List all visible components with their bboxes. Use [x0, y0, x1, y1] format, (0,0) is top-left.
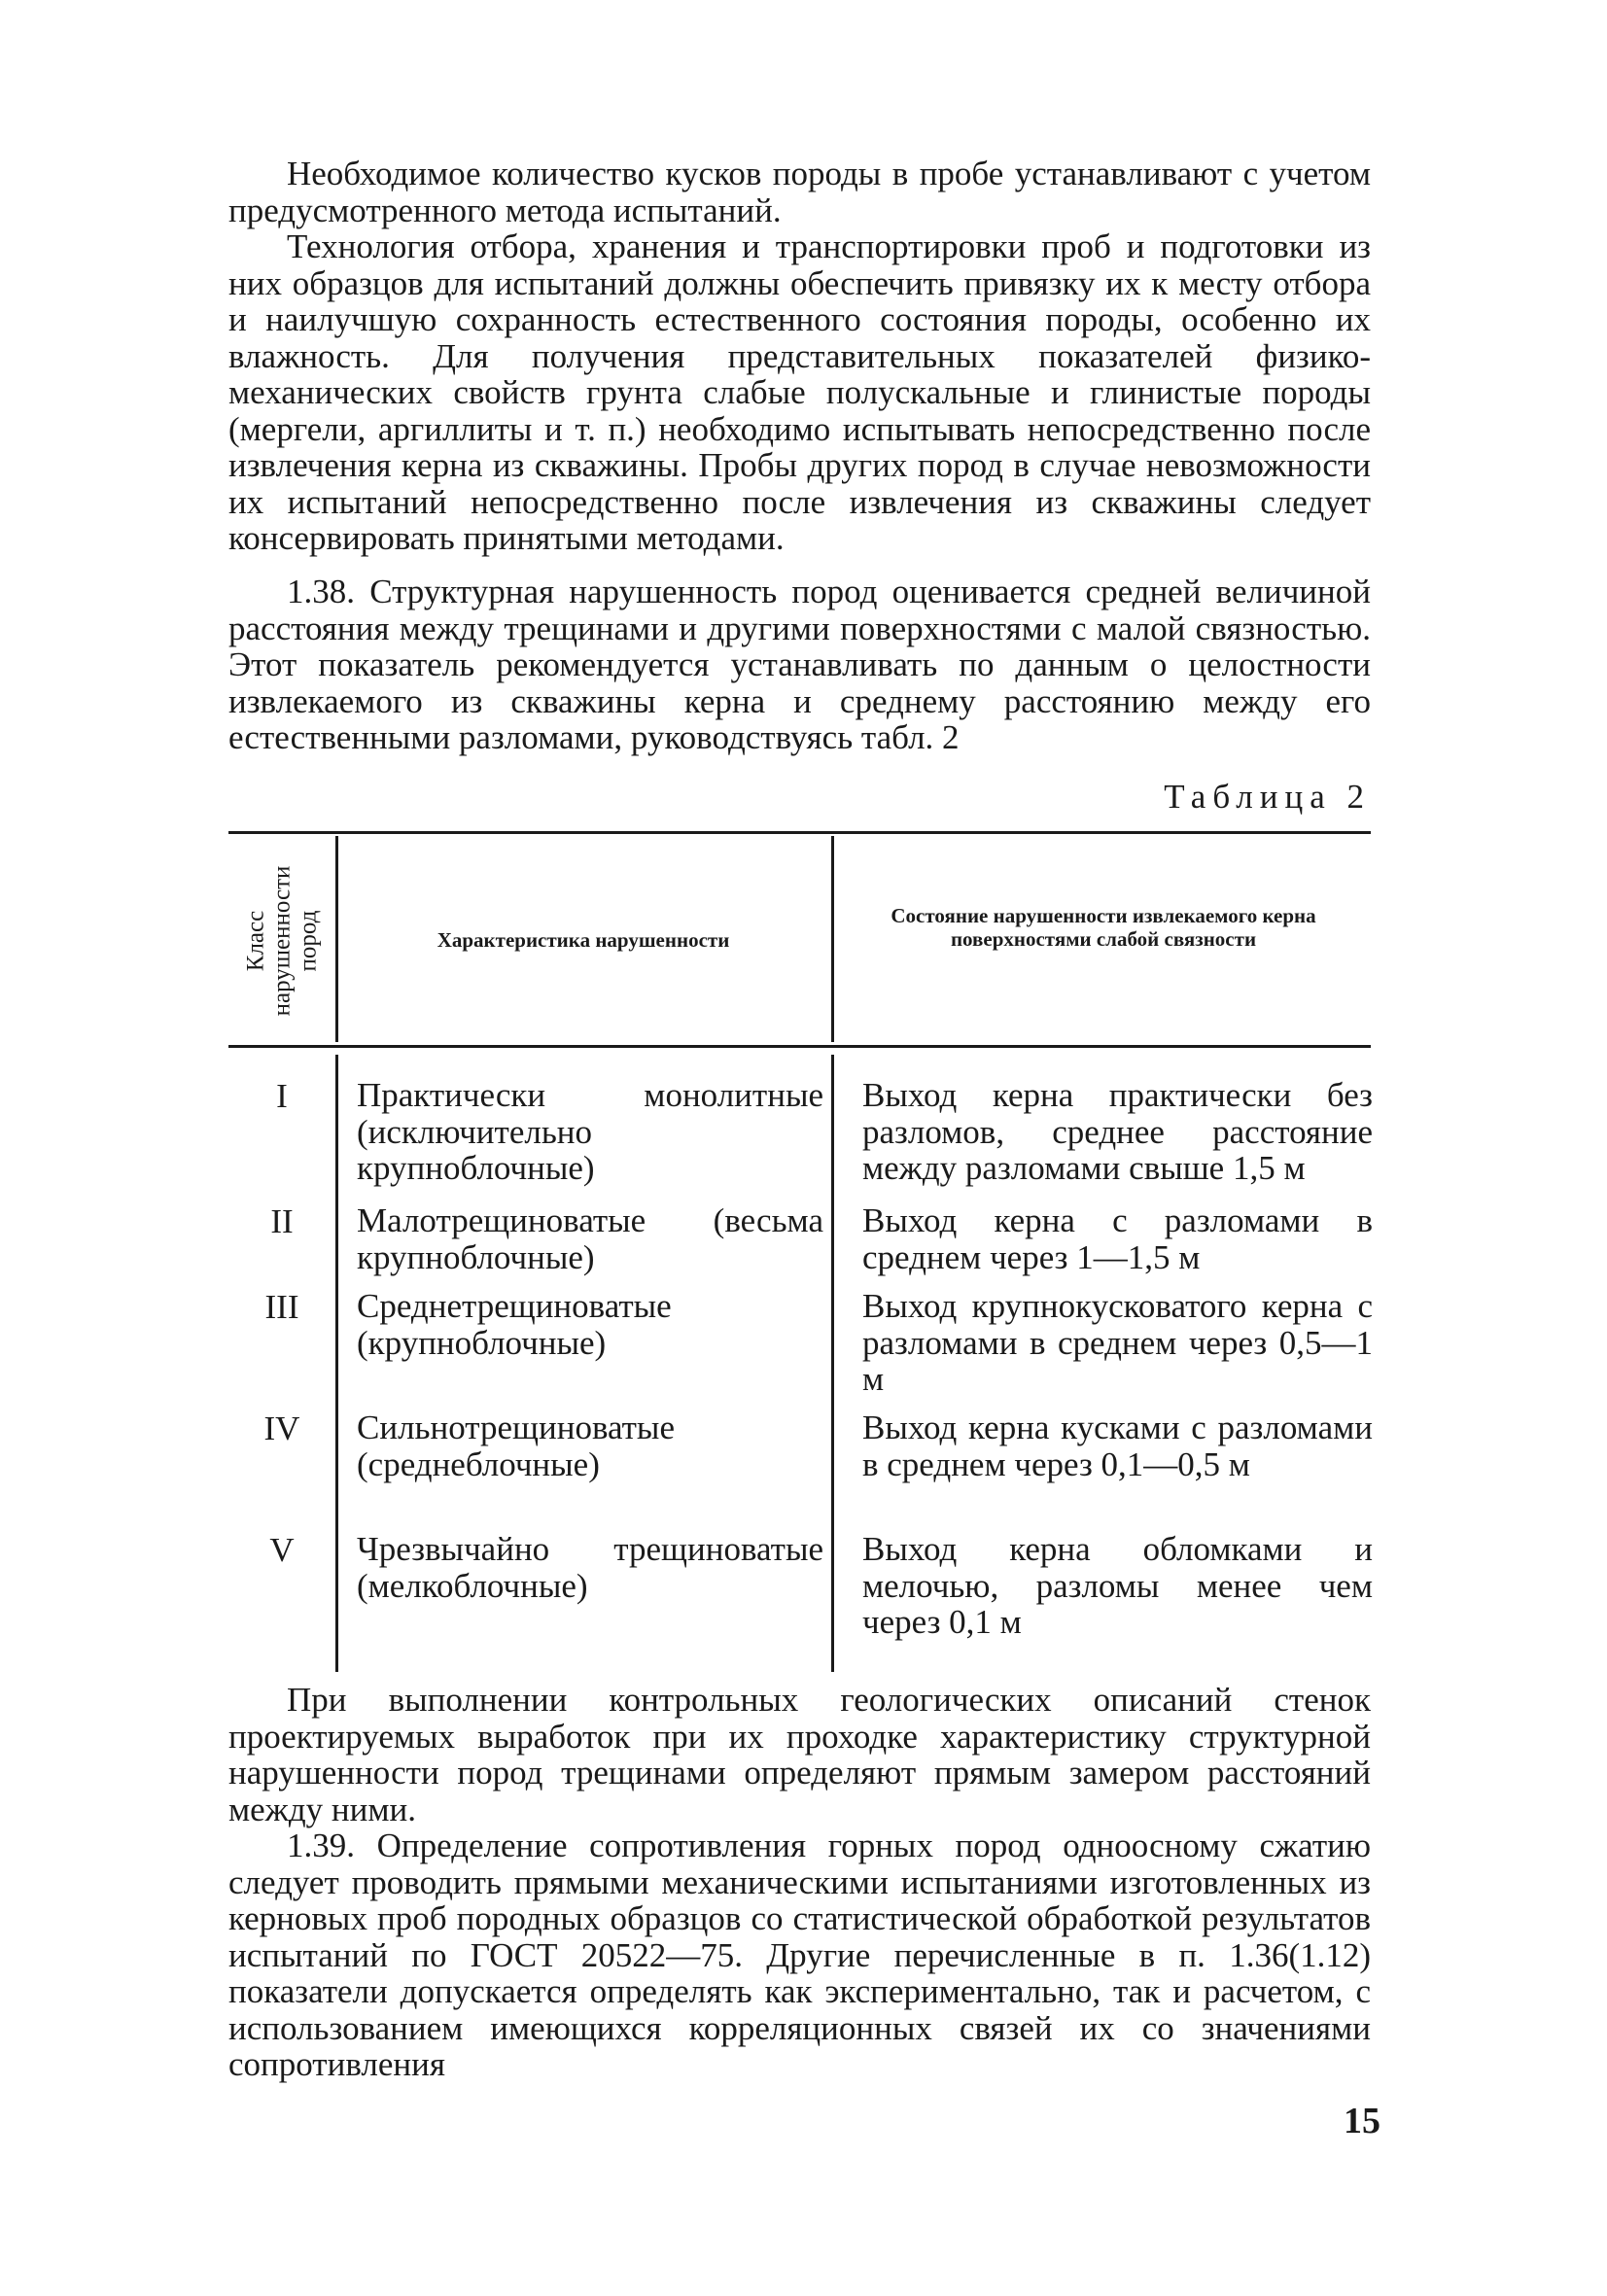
- core-state-cell: Выход керна обломками и мелочью, разломы менее чем через 0,1 м: [862, 1530, 1373, 1641]
- class-number: I: [276, 1077, 288, 1115]
- header-core-state: Состояние нарушенности извлекаемого керна поверхностями слабой связности: [891, 904, 1316, 951]
- header-characteristic: Характеристика нарушенности: [437, 928, 730, 952]
- header-class: Класс нарушенности пород: [242, 865, 322, 1017]
- header-divider-1: [335, 836, 338, 1042]
- characteristic-cell: Среднетрещиноватые (крупноблочные): [357, 1287, 672, 1362]
- characteristic-cell: Сильнотрещиноватые (среднеблочные): [357, 1409, 675, 1483]
- table-top-rule: [228, 831, 1371, 834]
- class-number: IV: [263, 1409, 300, 1447]
- paragraph-1-39: 1.39. Определение сопротивления горных пород одноосному сжатию следует проводить прямыми механическими испытаниями изготовленных из керновых проб породных образцов со статистической обработкой результатов испытаний по ГОСТ 20522—75. Другие перечисленные в п. 1.36(1.12) показатели допускается определять как экспериментально, так и расчетом, с использованием имеющихся корреляционных связей их со значениями сопротивления: [228, 1826, 1371, 2083]
- header-divider-2: [831, 836, 834, 1042]
- paragraph-sampling-technology: Технология отбора, хранения и транспортировки проб и подготовки из них образцов для испытаний должны обеспечить привязку их к месту отбора и наилучшую сохранность естественного состояния породы, особенно их влажность. Для получения представительных показателей физико-механических свойств грунта слабые полускальные и глинистые породы (мергели, аргиллиты и т. п.) необходимо испытывать непосредственно после извлечения керна из скважины. Пробы других пород в случае невозможности их испытаний непосредственно после извлечения из скважины следует консервировать принятыми методами.: [228, 227, 1371, 557]
- class-number: II: [270, 1202, 294, 1240]
- paragraph-sample-count: Необходимое количество кусков породы в пробе устанавливают с учетом предусмотренного метода испытаний.: [228, 155, 1371, 229]
- core-state-cell: Выход керна кусками с разломами в среднем через 0,1—0,5 м: [862, 1409, 1373, 1483]
- paragraph-1-38: 1.38. Структурная нарушенность пород оценивается средней величиной расстояния между трещинами и другими поверхностями с малой связностью. Этот показатель рекомендуется устанавливать по данным о целостности извлекаемого из скважины керна и среднему расстоянию между его естественными разломами, руководствуясь табл. 2: [228, 573, 1371, 756]
- table-caption: Таблица 2: [1164, 778, 1371, 816]
- core-state-cell: Выход керна с разломами в среднем через 1—1,5 м: [862, 1201, 1373, 1276]
- core-state-cell: Выход керна практически без разломов, среднее расстояние между разломами свыше 1,5 м: [862, 1076, 1373, 1187]
- core-state-cell: Выход крупнокусковатого керна с разломами в среднем через 0,5—1 м: [862, 1287, 1373, 1398]
- table-header-rule: [228, 1045, 1371, 1048]
- characteristic-cell: Практически монолитные (исключительно крупноблочные): [357, 1076, 823, 1187]
- characteristic-cell: Чрезвычайно трещиноватые (мелкоблочные): [357, 1530, 823, 1605]
- class-number: III: [264, 1288, 299, 1326]
- body-divider-2: [831, 1055, 834, 1672]
- paragraph-field-description: При выполнении контрольных геологических описаний стенок проектируемых выработок при их проходке характеристику структурной нарушенности пород трещинами определяют прямым замером расстояний между ними.: [228, 1681, 1371, 1828]
- class-number: V: [269, 1531, 295, 1569]
- page-number: 15: [1344, 2101, 1380, 2141]
- body-divider-1: [335, 1055, 338, 1672]
- characteristic-cell: Малотрещиноватые (весьма крупноблочные): [357, 1201, 823, 1276]
